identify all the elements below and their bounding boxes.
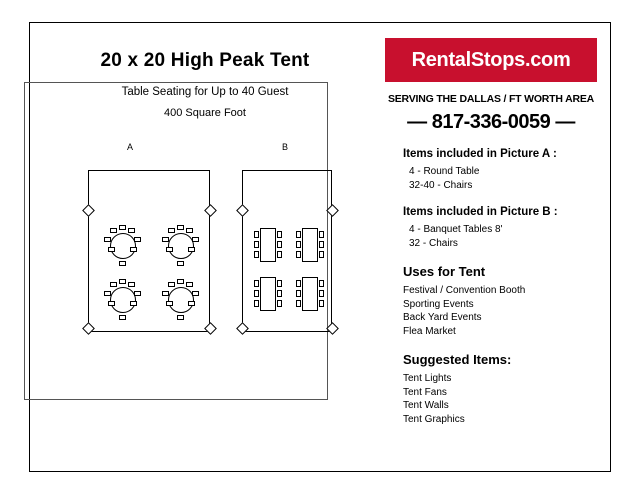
chair [186, 228, 193, 233]
chair [166, 301, 173, 306]
section-item: Sporting Events [403, 298, 474, 310]
section-items-picture-b [385, 206, 600, 250]
chair [119, 225, 126, 230]
section-item: Tent Graphics [403, 413, 465, 425]
chair [104, 291, 111, 296]
chair [277, 280, 282, 287]
chair [134, 237, 141, 242]
chair [319, 231, 324, 238]
chair [254, 300, 259, 307]
chair [119, 279, 126, 284]
section-item: Back Yard Events [403, 312, 482, 323]
brand-logo-text: RentalStops.com [411, 48, 571, 71]
section-item: Tent Lights [403, 373, 452, 384]
section-items-picture-a [385, 148, 600, 192]
banquet-table [302, 228, 318, 262]
chair [168, 282, 175, 287]
chair [186, 282, 193, 287]
chair [319, 280, 324, 287]
chair [108, 301, 115, 306]
round-table [110, 233, 136, 259]
section-uses-for-tent [385, 264, 600, 338]
phone-number[interactable]: — 817-336-0059 — [407, 111, 575, 133]
chair [192, 291, 199, 296]
chair [296, 290, 301, 297]
right-column [385, 38, 600, 426]
chair [319, 251, 324, 258]
subtitle-seating: Table Seating for Up to 40 Guest [121, 86, 289, 98]
section-item: 32 - Chairs [409, 237, 458, 249]
page-title: 20 x 20 High Peak Tent [100, 50, 310, 71]
chair [188, 301, 195, 306]
section-heading: Items included in Picture A : [403, 148, 557, 160]
section-item: 4 - Banquet Tables 8' [409, 224, 503, 235]
chair [119, 261, 126, 266]
section-item: Festival / Convention Booth [403, 285, 526, 296]
chair [277, 290, 282, 297]
chair [296, 251, 301, 258]
section-item: 4 - Round Table [409, 166, 480, 177]
chair [319, 241, 324, 248]
section-heading: Uses for Tent [403, 264, 486, 279]
chair [296, 241, 301, 248]
chair [277, 241, 282, 248]
chair [296, 300, 301, 307]
subtitle-area: 400 Square Foot [164, 107, 246, 119]
chair [254, 280, 259, 287]
chair [134, 291, 141, 296]
chair [277, 251, 282, 258]
chair [110, 228, 117, 233]
chair [108, 247, 115, 252]
plan-b-label: B [281, 142, 288, 152]
round-table [168, 287, 194, 313]
chair [130, 301, 137, 306]
chair [177, 279, 184, 284]
chair [166, 247, 173, 252]
round-table [168, 233, 194, 259]
chair [254, 290, 259, 297]
section-item: Flea Market [403, 325, 456, 337]
chair [254, 231, 259, 238]
section-item: 32-40 - Chairs [409, 179, 473, 191]
round-table [110, 287, 136, 313]
banquet-table [260, 228, 276, 262]
chair [277, 231, 282, 238]
brand-logo[interactable] [385, 38, 597, 82]
chair [177, 225, 184, 230]
chair [162, 237, 169, 242]
chair [254, 241, 259, 248]
chair [319, 300, 324, 307]
serving-area-text: SERVING THE DALLAS / FT WORTH AREA [387, 93, 595, 105]
chair [277, 300, 282, 307]
section-heading: Items included in Picture B : [403, 206, 558, 218]
chair [104, 237, 111, 242]
section-item: Tent Fans [403, 386, 447, 398]
chair [110, 282, 117, 287]
chair [168, 228, 175, 233]
chair [188, 247, 195, 252]
chair [162, 291, 169, 296]
banquet-table [302, 277, 318, 311]
chair [119, 315, 126, 320]
chair [177, 261, 184, 266]
plan-a-label: A [126, 142, 133, 152]
chair [128, 228, 135, 233]
section-item: Tent Walls [403, 400, 449, 411]
section-heading: Suggested Items: [403, 352, 512, 367]
chair [319, 290, 324, 297]
chair [177, 315, 184, 320]
section-suggested-items [385, 352, 600, 426]
banquet-table [260, 277, 276, 311]
chair [192, 237, 199, 242]
chair [296, 231, 301, 238]
chair [128, 282, 135, 287]
chair [254, 251, 259, 258]
chair [130, 247, 137, 252]
chair [296, 280, 301, 287]
